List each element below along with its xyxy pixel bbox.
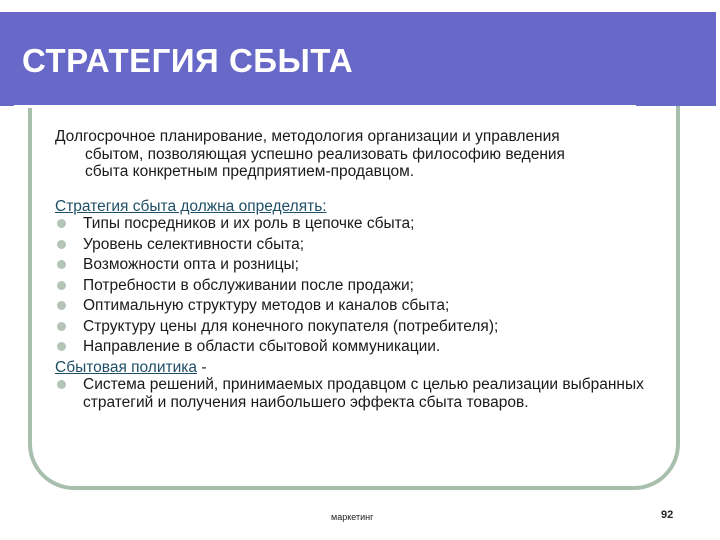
slide-title: СТРАТЕГИЯ СБЫТА <box>22 42 354 79</box>
bullet-dot-icon <box>57 219 66 228</box>
strategy-heading: Стратегия сбыта должна определять: <box>55 197 327 215</box>
policy-heading-line <box>55 359 665 377</box>
policy-list <box>55 376 665 411</box>
list-item: Система решений, принимаемых продавцом с целью реализации выбранных стратегий и получения наибольшего эффекта сбыта товаров. <box>55 376 665 411</box>
list-item: Уровень селективности сбыта; <box>55 236 665 254</box>
bullet-dot-icon <box>57 301 66 310</box>
intro-paragraph <box>55 128 665 181</box>
list-item: Оптимальную структуру методов и каналов сбыта; <box>55 297 665 315</box>
list-item: Типы посредников и их роль в цепочке сбыта; <box>55 215 665 233</box>
list-item: Потребности в обслуживании после продажи; <box>55 277 665 295</box>
intro-line-2: сбытом, позволяющая успешно реализовать философию ведения <box>85 145 565 163</box>
policy-dash: - <box>197 358 207 376</box>
list-item: Направление в области сбытовой коммуникации. <box>55 338 665 356</box>
title-underline <box>14 105 636 108</box>
title-bar <box>0 12 716 106</box>
bullet-dot-icon <box>57 380 66 389</box>
bullet-dot-icon <box>57 240 66 249</box>
bullet-dot-icon <box>57 322 66 331</box>
bullet-dot-icon <box>57 260 66 269</box>
footer-label: маркетинг <box>331 512 374 522</box>
list-item: Структуру цены для конечного покупателя (потребителя); <box>55 318 665 336</box>
bullet-dot-icon <box>57 342 66 351</box>
intro-line-3: сбыта конкретным предприятием-продавцом. <box>85 163 415 180</box>
intro-line-1: Долгосрочное планирование, методология организации и управления <box>55 128 560 145</box>
strategy-list <box>55 215 665 356</box>
bullet-dot-icon <box>57 281 66 290</box>
slide-content <box>55 128 665 414</box>
list-item: Возможности опта и розницы; <box>55 256 665 274</box>
policy-heading: Сбытовая политика <box>55 358 198 376</box>
page-number: 92 <box>661 509 674 521</box>
